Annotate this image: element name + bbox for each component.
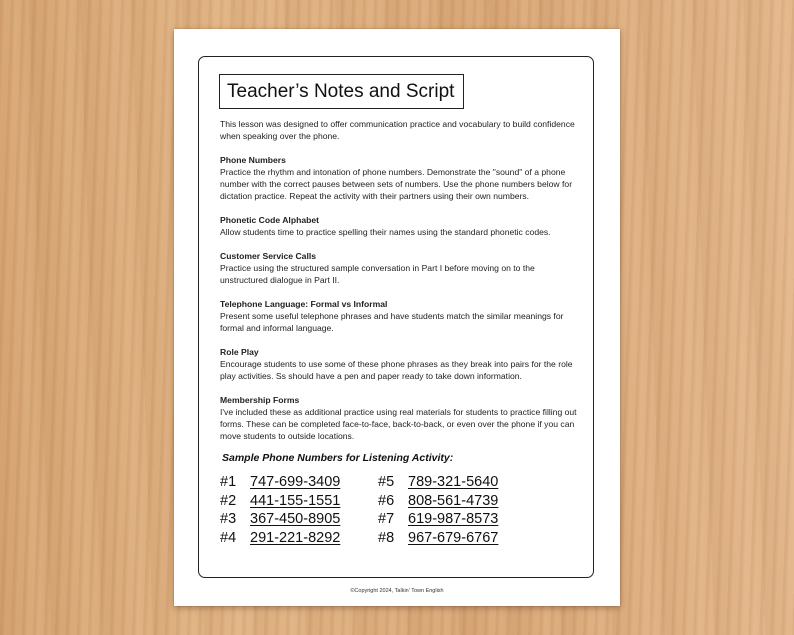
- content-frame: [198, 56, 594, 578]
- section-heading: Telephone Language: Formal vs Informal: [220, 299, 388, 309]
- section-text: Practice using the structured sample conversation in Part I before moving on to the unstructured dialogue in Part II.: [220, 263, 535, 285]
- page-title: Teacher’s Notes and Script: [219, 74, 464, 109]
- phone-number-item: [378, 492, 498, 511]
- phone-number-value: 291-221-8292: [250, 529, 341, 546]
- phone-number-label: #3: [220, 511, 237, 527]
- section-heading: Phone Numbers: [220, 155, 286, 165]
- section-text: I've included these as additional practice using real materials for students to practice filling out forms. These can be completed face-to-face, back-to-back, or even over the phone if you can move students to outside locations.: [220, 407, 577, 441]
- worksheet-page: [174, 29, 620, 606]
- phone-list-right: [378, 473, 498, 547]
- section-text: Present some useful telephone phrases and have students match the similar meanings for formal and informal language.: [220, 311, 564, 333]
- phone-list-left: [220, 473, 340, 547]
- copyright-footer: ©Copyright 2024, Talkin' Town English: [350, 588, 444, 594]
- section-text: Practice the rhythm and intonation of phone numbers. Demonstrate the "sound" of a phone number with the correct pauses between sets of numbers. Use the phone numbers below for dictation practice. Repeat the activity with their partners using their own numbers.: [220, 167, 573, 201]
- notes-body: [220, 118, 580, 454]
- phone-number-value: 808-561-4739: [408, 492, 499, 509]
- phone-number-item: [220, 510, 340, 529]
- section-heading: Customer Service Calls: [220, 251, 317, 261]
- section-phonetic-code-alphabet: [220, 214, 580, 238]
- phone-number-value: 967-679-6767: [408, 529, 499, 546]
- phone-number-label: #1: [220, 474, 237, 490]
- section-phone-numbers: [220, 154, 580, 202]
- section-heading: Phonetic Code Alphabet: [220, 215, 319, 225]
- section-text: Allow students time to practice spelling their names using the standard phonetic codes.: [220, 227, 551, 237]
- phone-number-value: 619-987-8573: [408, 511, 499, 527]
- section-role-play: [220, 346, 580, 382]
- sample-numbers-heading: Sample Phone Numbers for Listening Activity:: [222, 452, 454, 464]
- phone-number-label: #4: [220, 529, 237, 546]
- phone-number-label: #8: [378, 529, 395, 546]
- phone-number-label: #2: [220, 492, 237, 509]
- intro-paragraph: This lesson was designed to offer communication practice and vocabulary to build confidence when speaking over the phone.: [220, 119, 575, 141]
- section-heading: Role Play: [220, 347, 259, 357]
- phone-number-label: #6: [378, 492, 395, 509]
- phone-number-item: [220, 492, 340, 511]
- phone-number-value: 441-155-1551: [250, 492, 341, 509]
- section-text: Encourage students to use some of these phone phrases as they break into pairs for the role play activities. Ss should have a pen and paper ready to take down information.: [220, 359, 573, 381]
- section-telephone-language: [220, 298, 580, 334]
- phone-number-item: [220, 529, 340, 548]
- phone-number-value: 367-450-8905: [250, 511, 341, 527]
- phone-number-value: 789-321-5640: [408, 474, 499, 490]
- phone-number-item: [378, 529, 498, 548]
- phone-number-value: 747-699-3409: [250, 474, 341, 490]
- phone-number-label: #7: [378, 511, 395, 527]
- phone-number-item: [378, 473, 498, 492]
- phone-number-label: #5: [378, 474, 395, 490]
- section-customer-service-calls: [220, 250, 580, 286]
- section-heading: Membership Forms: [220, 395, 300, 405]
- section-membership-forms: [220, 394, 580, 442]
- phone-number-item: [378, 510, 498, 529]
- phone-number-item: [220, 473, 340, 492]
